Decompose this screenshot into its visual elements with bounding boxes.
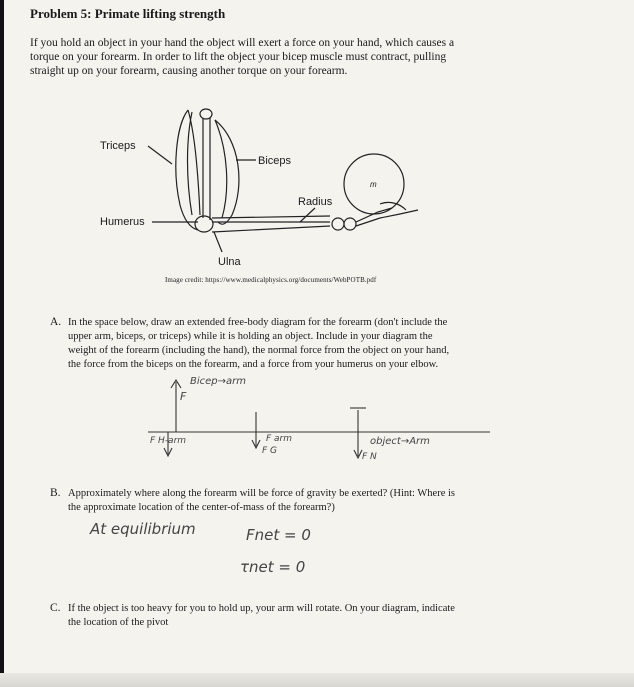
hw-tnet: τnet = 0 bbox=[240, 558, 306, 576]
label-radius: Radius bbox=[298, 196, 333, 208]
hw-forearm-label: F arm bbox=[266, 434, 293, 444]
label-humerus: Humerus bbox=[100, 216, 145, 228]
label-ulna: Ulna bbox=[218, 256, 241, 268]
question-a-line-1: In the space below, draw an extended free-body diagram for the forearm (don't include the bbox=[68, 317, 448, 328]
label-biceps: Biceps bbox=[258, 155, 292, 167]
intro-line-1: If you hold an object in your hand the object will exert a force on your hand, which causes a bbox=[30, 37, 455, 49]
hw-f-label: F bbox=[180, 390, 187, 403]
question-a-line-4: the force from the biceps on the forearm, and a force from your humerus on your elbow. bbox=[68, 359, 439, 370]
question-b-letter: B. bbox=[50, 487, 61, 499]
photo-bottom-edge bbox=[0, 673, 634, 687]
intro-line-2: torque on your forearm. In order to lift the object your bicep muscle must contract, pulling bbox=[30, 51, 447, 63]
intro-line-3: straight up on your forearm, causing another torque on your forearm. bbox=[30, 65, 348, 77]
question-a-line-3: weight of the forearm (including the hand), the normal force from the object on your hand, bbox=[68, 345, 450, 356]
image-credit: Image credit: https://www.medicalphysics.org/documents/WebPOTB.pdf bbox=[165, 276, 377, 284]
question-b-line-1: Approximately where along the forearm will be force of gravity be exerted? (Hint: Where is bbox=[68, 488, 455, 499]
problem-title: Problem 5: Primate lifting strength bbox=[30, 6, 226, 21]
hw-humerus-force: F H-arm bbox=[150, 436, 187, 446]
label-triceps: Triceps bbox=[100, 140, 136, 152]
hw-object-arm: object→Arm bbox=[370, 436, 430, 447]
question-c-line-2: the location of the pivot bbox=[68, 617, 169, 628]
label-mass: m bbox=[370, 180, 377, 189]
question-a-letter: A. bbox=[50, 316, 62, 328]
question-a-line-2: upper arm, biceps, or triceps) while it is holding an object. Include in your diagram the bbox=[68, 331, 433, 342]
hw-normal-label: F N bbox=[362, 452, 377, 462]
question-c-letter: C. bbox=[50, 602, 61, 614]
question-b-line-2: the approximate location of the center-of-mass of the forearm?) bbox=[68, 502, 335, 513]
hw-fnet: Fnet = 0 bbox=[246, 526, 311, 544]
hw-gravity-label: F G bbox=[262, 446, 278, 456]
question-c-line-1: If the object is too heavy for you to hold up, your arm will rotate. On your diagram, indicate bbox=[68, 603, 455, 614]
hw-bicep-arm: Bicep→arm bbox=[190, 376, 246, 387]
hw-equilibrium: At equilibrium bbox=[90, 520, 196, 538]
